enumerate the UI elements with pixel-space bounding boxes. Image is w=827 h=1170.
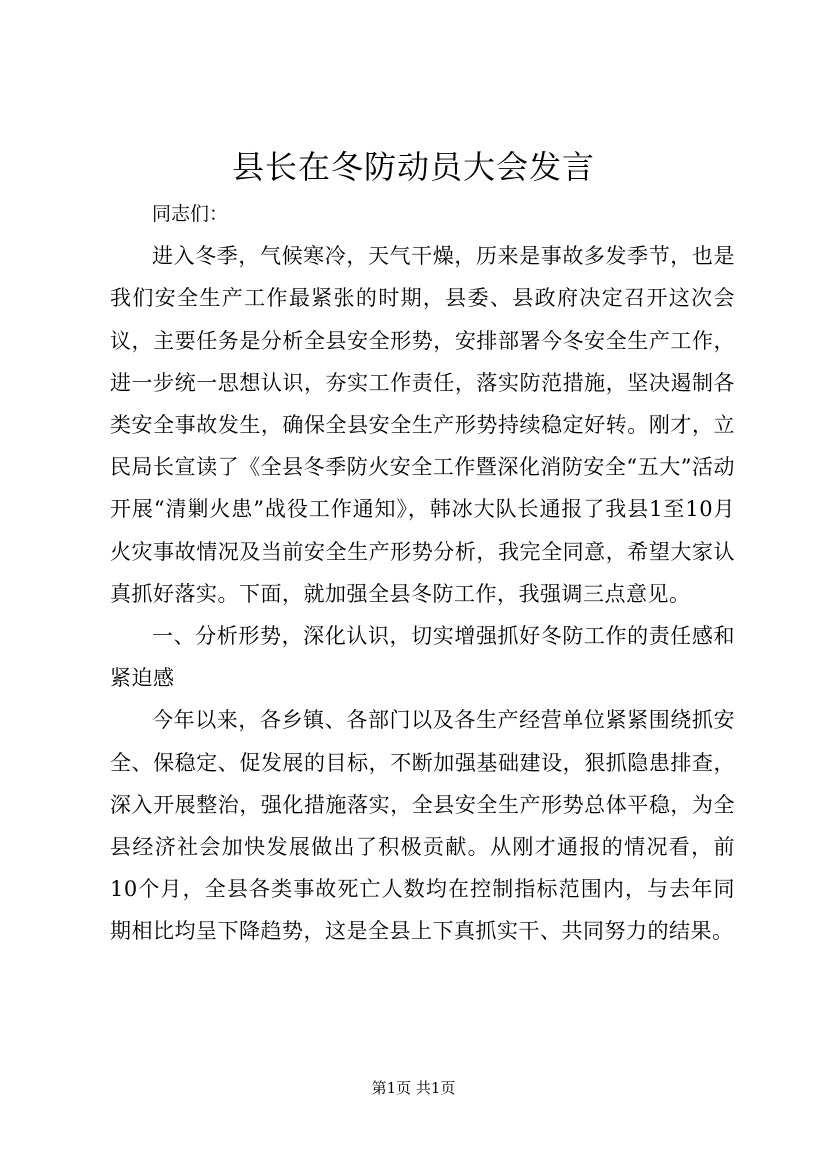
document-title: 县长在冬防动员大会发言 (231, 148, 595, 186)
paragraph-situation: 今年以来，各乡镇、各部门以及各生产经营单位紧紧围绕抓安全、保稳定、促发展的目标，不断加强基础建设，狠抓隐患排查，深入开展整治，强化措施落实，全县安全生产形势总体平稳，为全县经济社会加快发展做出了积极贡献。从刚才通报的情况看，前10个月，全县各类事故死亡人数均在控制指标范围内，与去年同期相比均呈下降趋势，这是全县上下真抓实干、共同努力的结果。 (110, 708, 735, 944)
document-body (110, 193, 735, 953)
salutation: 同志们： (152, 203, 229, 225)
section-heading-1: 一、分析形势，深化认识，切实增强抓好冬防工作的责任感和紧迫感 (110, 624, 735, 691)
page-footer: 第1页 共1页 (371, 1079, 456, 1097)
paragraph-intro: 进入冬季，气候寒冷，天气干燥，历来是事故多发季节，也是我们安全生产工作最紧张的时期，县委、县政府决定召开这次会议，主要任务是分析全县安全形势，安排部署今冬安全生产工作，进一步统一思想认识，夯实工作责任，落实防范措施，坚决遏制各类安全事故发生，确保全县安全生产形势持续稳定好转。刚才，立民局长宣读了《全县冬季防火安全工作暨深化消防安全“五大”活动开展“清剿火患”战役工作通知》，韩冰大队长通报了我县1至10月火灾事故情况及当前安全生产形势分析，我完全同意，希望大家认真抓好落实。下面，就加强全县冬防工作，我强调三点意见。 (110, 244, 735, 606)
